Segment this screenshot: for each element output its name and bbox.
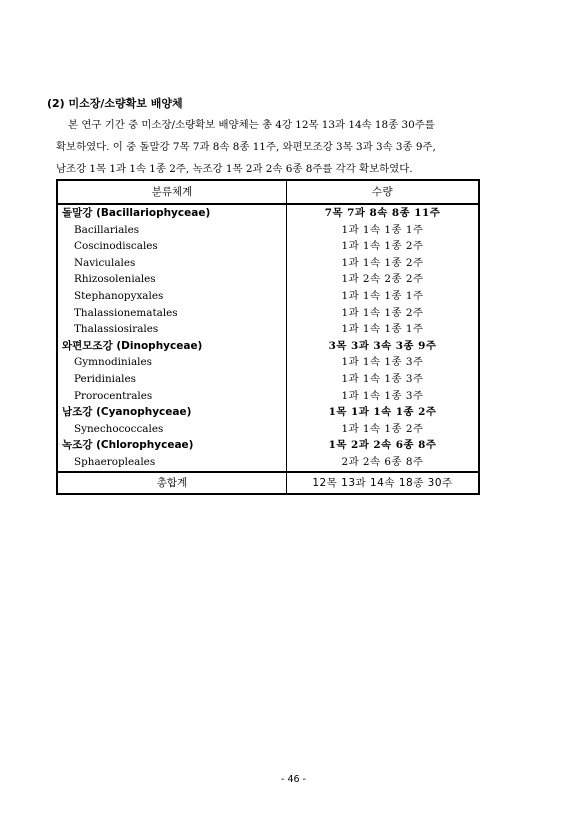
taxon-count: 1과 1속 1종 3주 <box>341 372 424 385</box>
paragraph-line-2: 확보하였다. 이 중 돌말강 7목 7과 8속 8종 11주, 와편모조강 3목 3과 3속 3종 9주, <box>56 141 436 153</box>
table-row-order <box>57 421 479 438</box>
taxon-count: 1과 1속 1종 2주 <box>341 240 424 253</box>
table-row-order <box>57 305 479 322</box>
taxon-count: 1과 1속 1종 1주 <box>341 323 424 336</box>
taxon-name: Coscinodiscales <box>57 238 287 255</box>
body-paragraph <box>56 114 504 180</box>
taxon-name: Rhizosoleniales <box>57 271 287 288</box>
table-row-order <box>57 354 479 371</box>
taxon-name: Stephanopyxales <box>57 288 287 305</box>
table-row-class <box>57 338 479 355</box>
taxon-count: 1과 1속 1종 2주 <box>341 306 424 319</box>
taxon-count: 2과 2속 6종 8주 <box>341 455 424 468</box>
total-label: 총합계 <box>57 472 287 494</box>
table-row-order <box>57 238 479 255</box>
page-number: - 46 - <box>281 774 306 785</box>
taxon-name: 남조강 (Cyanophyceae) <box>57 404 287 421</box>
taxonomy-table <box>56 179 480 495</box>
table-row-order <box>57 454 479 472</box>
table-total-row <box>57 472 479 494</box>
taxon-count: 1목 1과 1속 1종 2주 <box>328 406 437 419</box>
table-row-order <box>57 222 479 239</box>
header-taxonomy: 분류체계 <box>57 180 287 204</box>
taxon-name: Prorocentrales <box>57 388 287 405</box>
taxon-count: 1과 1속 1종 2주 <box>341 256 424 269</box>
table-row-class <box>57 404 479 421</box>
taxon-name: 돌말강 (Bacillariophyceae) <box>57 204 287 222</box>
table-row-order <box>57 271 479 288</box>
section-heading: (2) 미소장/소량확보 배양체 <box>47 97 183 110</box>
table-row-order <box>57 288 479 305</box>
header-count: 수량 <box>287 180 480 204</box>
total-count: 12목 13과 14속 18종 30주 <box>287 472 480 494</box>
table-row-order <box>57 388 479 405</box>
taxon-name: Synechococcales <box>57 421 287 438</box>
paragraph-line-3: 남조강 1목 1과 1속 1종 2주, 녹조강 1목 2과 2속 6종 8주를 각각 확보하였다. <box>56 163 413 175</box>
taxon-name: Thalassiosirales <box>57 321 287 338</box>
taxon-name: Thalassionematales <box>57 305 287 322</box>
taxon-name: 녹조강 (Chlorophyceae) <box>57 437 287 454</box>
taxon-name: Gymnodiniales <box>57 354 287 371</box>
taxon-name: Peridiniales <box>57 371 287 388</box>
table-row-class <box>57 204 479 222</box>
taxon-name: Bacillariales <box>57 222 287 239</box>
taxon-count: 1과 1속 1종 3주 <box>341 389 424 402</box>
taxon-count: 1과 1속 1종 1주 <box>341 223 424 236</box>
paragraph-line-1: 본 연구 기간 중 미소장/소량확보 배양체는 총 4강 12목 13과 14속 18종 30주를 <box>68 119 435 131</box>
table-header-row <box>57 180 479 204</box>
taxon-count: 1과 1속 1종 3주 <box>341 356 424 369</box>
taxon-name: Naviculales <box>57 255 287 272</box>
taxon-count: 1과 2속 2종 2주 <box>341 273 424 286</box>
table-row-order <box>57 255 479 272</box>
taxon-count: 3목 3과 3속 3종 9주 <box>328 339 437 352</box>
taxon-count: 1과 1속 1종 2주 <box>341 422 424 435</box>
taxon-count: 1목 2과 2속 6종 8주 <box>328 439 437 452</box>
taxon-name: Sphaeropleales <box>57 454 287 472</box>
table-row-class <box>57 437 479 454</box>
taxon-count: 1과 1속 1종 1주 <box>341 289 424 302</box>
table-row-order <box>57 321 479 338</box>
taxon-count: 7목 7과 8속 8종 11주 <box>324 207 441 219</box>
table-row-order <box>57 371 479 388</box>
taxon-name: 와편모조강 (Dinophyceae) <box>57 338 287 355</box>
